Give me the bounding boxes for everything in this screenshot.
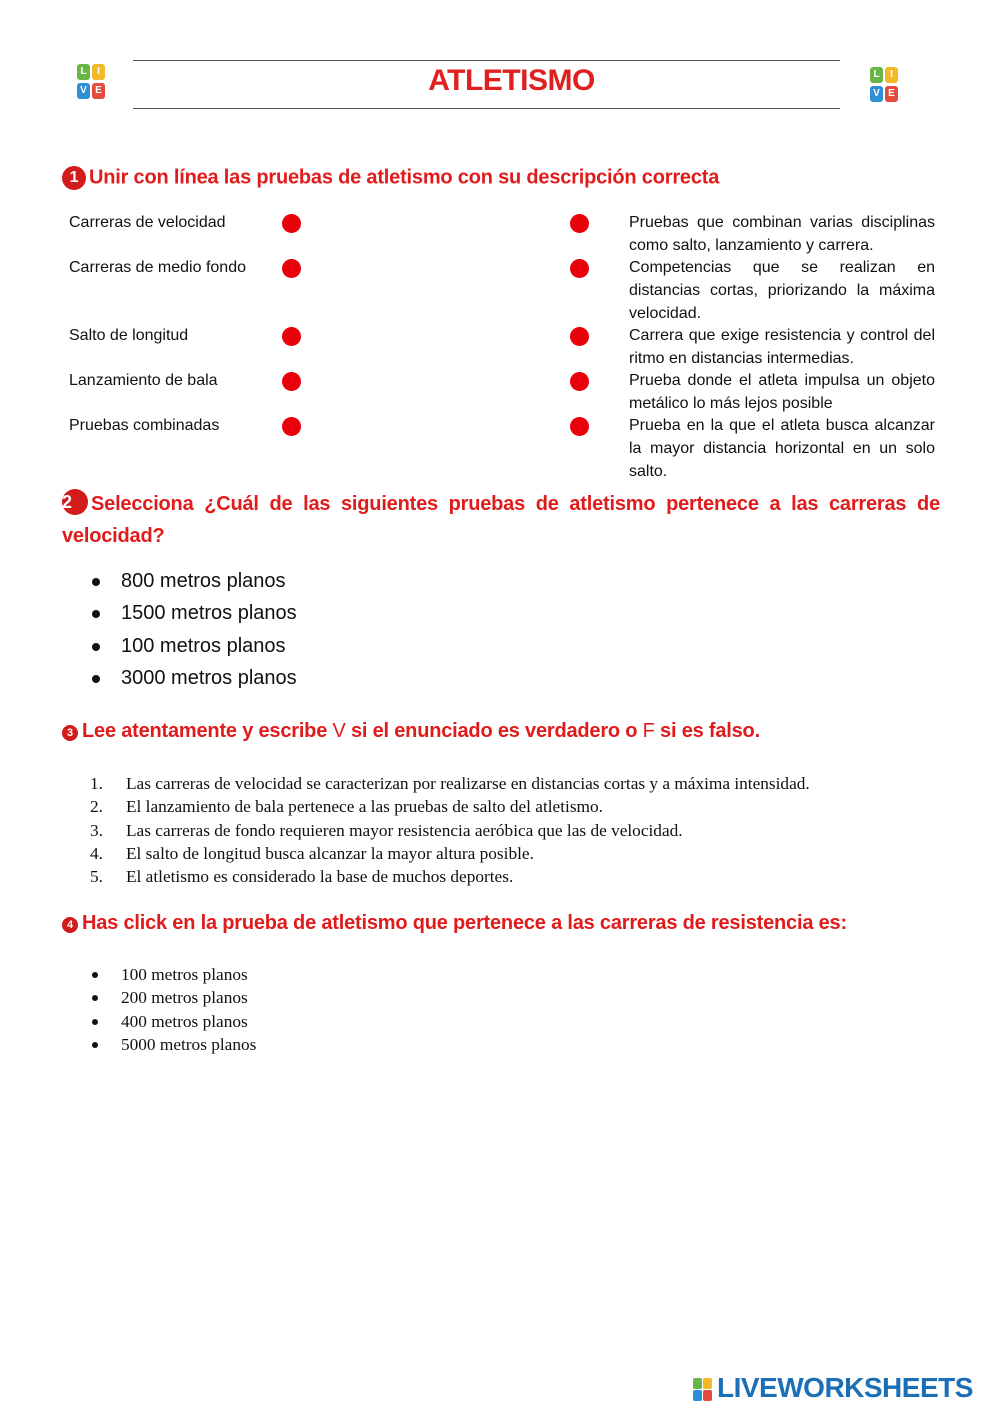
match-right-item: Pruebas que combinan varias disciplinas como salto, lanzamiento y carrera. — [629, 214, 935, 254]
statement-number: 1. — [90, 774, 103, 793]
section4-number-icon: 4 — [62, 917, 78, 933]
section2-option[interactable]: 800 metros planos — [92, 565, 297, 597]
logo-letter-l: L — [77, 64, 90, 80]
section2-option[interactable]: 3000 metros planos — [92, 662, 297, 694]
statement-text: El lanzamiento de bala pertenece a las pruebas de salto del atletismo. — [126, 797, 603, 817]
header-top-rule — [133, 60, 840, 61]
section2-number-icon: 2 — [62, 489, 88, 515]
match-right-dot[interactable] — [570, 259, 589, 278]
match-left-item: Carreras de velocidad — [69, 214, 226, 231]
section2-options — [92, 565, 297, 694]
section2-option[interactable]: 100 metros planos — [92, 630, 297, 662]
statement-text: El atletismo es considerado la base de muchos deportes. — [126, 867, 514, 887]
match-left-dot[interactable] — [282, 417, 301, 436]
statement-item — [90, 842, 810, 865]
section2-heading-text: Selecciona ¿Cuál de las siguientes pruebas de atletismo pertenece a las carreras de velocidad? — [62, 493, 940, 547]
section3-heading-part1: Lee atentamente y escribe — [82, 720, 333, 742]
page-title: ATLETISMO — [428, 64, 595, 97]
section4-option[interactable]: 400 metros planos — [92, 1010, 256, 1033]
match-right-item: Prueba donde el atleta impulsa un objeto metálico lo más lejos posible — [629, 372, 935, 412]
match-left-item: Lanzamiento de bala — [69, 372, 218, 389]
brand-name: LIVEWORKSHEETS — [717, 1372, 973, 1403]
section3-number-icon: 3 — [62, 725, 78, 741]
match-left-item: Salto de longitud — [69, 327, 189, 344]
section1-heading — [62, 166, 719, 190]
section4-options — [92, 963, 256, 1056]
match-left-item: Carreras de medio fondo — [69, 259, 246, 276]
section3-heading-part2: si el enunciado es verdadero o — [345, 720, 643, 742]
statement-text: El salto de longitud busca alcanzar la mayor altura posible. — [126, 843, 534, 863]
section1-heading-text: Unir con línea las pruebas de atletismo con su descripción correcta — [89, 166, 720, 189]
section4-option[interactable]: 5000 metros planos — [92, 1033, 256, 1056]
liveworksheets-logo-icon — [693, 1378, 713, 1402]
statement-item — [90, 865, 810, 888]
statement-item — [90, 772, 810, 795]
match-right-item: Prueba en la que el atleta busca alcanzar la mayor distancia horizontal en un solo salto. — [629, 417, 935, 480]
section3-heading-f: F — [642, 720, 655, 742]
section3-heading-v: V — [332, 720, 346, 742]
section4-option[interactable]: 200 metros planos — [92, 986, 256, 1009]
logo-letter-v: V — [870, 86, 883, 102]
section2-option[interactable]: 1500 metros planos — [92, 597, 297, 629]
statement-item — [90, 795, 810, 818]
section3-statements — [90, 772, 810, 888]
section1-number-icon: 1 — [62, 166, 86, 190]
match-right-dot[interactable] — [570, 327, 589, 346]
match-right-dot[interactable] — [570, 214, 589, 233]
logo-letter-l: L — [870, 67, 883, 83]
live-logo-left — [77, 64, 107, 102]
logo-letter-i: I — [92, 64, 105, 80]
match-left-dot[interactable] — [282, 259, 301, 278]
statement-number: 5. — [90, 867, 103, 887]
match-left-dot[interactable] — [282, 214, 301, 233]
match-right-item: Competencias que se realizan en distancias cortas, priorizando la máxima velocidad. — [629, 259, 935, 322]
logo-letter-e: E — [92, 83, 105, 99]
section4-option[interactable]: 100 metros planos — [92, 963, 256, 986]
match-right-item: Carrera que exige resistencia y control del ritmo en distancias intermedias. — [629, 327, 935, 367]
statement-text: Las carreras de fondo requieren mayor resistencia aeróbica que las de velocidad. — [126, 820, 683, 840]
match-left-dot[interactable] — [282, 372, 301, 391]
logo-letter-i: I — [885, 67, 898, 83]
match-left-item: Pruebas combinadas — [69, 417, 220, 434]
section4-heading — [62, 912, 847, 935]
statement-item — [90, 819, 810, 842]
section4-heading-text: Has click en la prueba de atletismo que pertenece a las carreras de resistencia es: — [82, 912, 847, 934]
match-right-dot[interactable] — [570, 417, 589, 436]
section2-heading — [62, 488, 940, 552]
statement-number: 4. — [90, 843, 103, 863]
section3-heading-part3: si es falso. — [654, 720, 760, 742]
statement-number: 2. — [90, 797, 103, 817]
match-right-dot[interactable] — [570, 372, 589, 391]
statement-number: 3. — [90, 820, 103, 840]
header-bottom-rule — [133, 108, 840, 109]
statement-text: Las carreras de velocidad se caracterizan por realizarse en distancias cortas y a máxima intensidad. — [126, 774, 810, 793]
match-left-dot[interactable] — [282, 327, 301, 346]
logo-letter-v: V — [77, 83, 90, 99]
section3-heading — [62, 720, 760, 743]
logo-letter-e: E — [885, 86, 898, 102]
